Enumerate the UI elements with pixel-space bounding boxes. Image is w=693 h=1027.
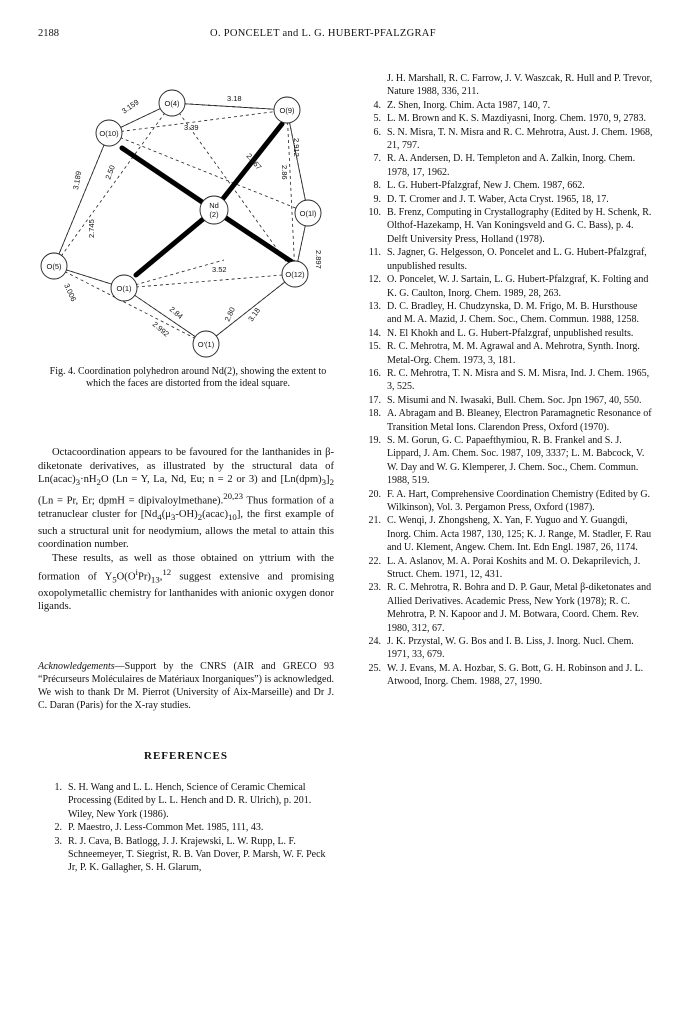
reference-item: 21. C. Wenqi, J. Zhongsheng, X. Yan, F. Yuguo and Y. Guangdi, Inorg. Chim. Acta 1987, 130, 125; K. J. Range, M. Stadler, F. Rau and U. Klement, Angew. Chem. Int. Edn Engl. 1987, 26, 1174. (368, 515, 652, 554)
distance-label: 2.745 (87, 219, 96, 238)
reference-item: 9. D. T. Cromer and J. T. Waber, Acta Cryst. 1965, 18, 17. (373, 193, 609, 205)
distance-label: 2.86 (280, 165, 289, 180)
reference-item: 15. R. C. Mehrotra, M. M. Agrawal and A. Mehrotra, Synth. Inorg. Metal-Org. Chem. 1973, 3, 181. (368, 341, 640, 366)
reference-item: 6. S. N. Misra, T. N. Misra and R. C. Mehrotra, Aust. J. Chem. 1968, 21, 797. (373, 126, 653, 152)
reference-item: 12. O. Poncelet, W. J. Sartain, L. G. Hubert-Pfalzgraf, K. Folting and K. G. Caulton, Inorg. Chem. 1989, 28, 263. (368, 274, 649, 299)
label-o1: O(1) (116, 284, 132, 293)
reference-item: 7. R. A. Andersen, D. H. Templeton and A. Zalkin, Inorg. Chem. 1978, 17, 1962. (373, 153, 636, 178)
paragraph-2: These results, as well as those obtained on yttrium with the formation of $Y_5O(O^iPr)_{13},^{12}$ suggest extensive and promising oxopolymetallic chemistry for lanthanides with anionic oxygen donor ligands. (38, 552, 334, 613)
label-nd-index: (2) (209, 210, 219, 219)
distance-label: 2.50 (103, 163, 117, 181)
reference-item: 13. D. C. Bradley, H. Chudzynska, D. M. Frigo, M. B. Hursthouse and M. A. Mazid, J. Chem. Soc., Chem. Commun. 1988, 1258. (368, 300, 639, 326)
body-text (38, 446, 334, 614)
label-o1-prime: O'(1) (197, 340, 215, 349)
distance-label: 2.912 (292, 138, 301, 157)
coordination-polyhedron-figure (24, 60, 344, 360)
reference-item: 11. S. Jagner, G. Helgesson, O. Poncelet and L. G. Hubert-Pfalzgraf, unpublished results. (368, 247, 647, 272)
distance-label: 3.18 (246, 306, 263, 324)
page-number: 2188 (38, 28, 59, 39)
label-nd: Nd (209, 201, 219, 210)
label-o11: O(1l) (299, 209, 317, 218)
label-o5: O(5) (46, 262, 62, 271)
reference-item: 20. F. A. Hart, Comprehensive Coordination Chemistry (Edited by G. Wilkinson), Vol. 3. Pergamon Press, Oxford (1987). (368, 488, 651, 513)
reference-item: 18. A. Abragam and B. Bleaney, Electron Paramagnetic Resonance of Transition Metal Ions. Clarendon Press, Oxford (1970). (368, 408, 652, 433)
paragraph-1: Octacoordination appears to be favoured for the lanthanides in β-diketonate derivatives, as illustrated by the structural data of $Ln(acac)_3\cdot nH_2O$ (Ln = Y, La, Nd, Eu; n = 2 or 3) and $[Ln(dpm)_3]_2$ (Ln = Pr, Er; dpmH = dipivaloylmethane).$^{20,23}$ Thus formation of a tetranuclear cluster for $[Nd_4(\mu_3-OH)_2(acac)_{10}]$, the first example of such a structural unit for neodymium, allows the metal to attain this coordination number. (38, 447, 334, 551)
distance-label: 3.159 (119, 97, 141, 116)
references-heading: REFERENCES (144, 750, 228, 762)
distance-label: 2.80 (222, 305, 237, 323)
reference-item: 2. P. Maestro, J. Less-Common Met. 1985, 111, 43. (54, 822, 264, 834)
references-left-column (38, 781, 334, 875)
distance-label: 3.52 (212, 265, 227, 274)
reference-item: 10. B. Frenz, Computing in Crystallography (Edited by H. Schenk, R. Olthof-Hazekamp, H. Van Koningsveld and G. C. Bass), p. 4. Delft University Press, Holland (1978). (368, 207, 652, 245)
distance-label: 2.84 (167, 304, 185, 321)
running-title: O. PONCELET and L. G. HUBERT-PFALZGRAF (210, 28, 436, 39)
reference-item: 16. R. C. Mehrotra, T. N. Misra and S. M. Misra, Ind. J. Chem. 1965, 3, 525. (368, 367, 650, 393)
ack-label: Acknowledgements (38, 661, 115, 672)
reference-item: 24. J. K. Przystal, W. G. Bos and I. B. Liss, J. Inorg. Nucl. Chem. 1971, 33, 679. (368, 636, 634, 661)
running-header (0, 28, 693, 44)
reference-item: 5. L. M. Brown and K. S. Mazdiyasni, Inorg. Chem. 1970, 9, 2783. (373, 113, 646, 125)
reference-item: 4. Z. Shen, Inorg. Chim. Acta 1987, 140, 7. (373, 99, 551, 111)
label-o12: O(12) (285, 270, 305, 279)
distance-label: 2.897 (314, 250, 323, 269)
reference-item: 17. S. Misumi and N. Iwasaki, Bull. Chem. Soc. Jpn 1967, 40, 550. (368, 394, 642, 406)
label-o10: O(10) (99, 129, 119, 138)
reference-item: 1. S. H. Wang and L. L. Hench, Science of Ceramic Chemical Processing (Edited by L. L. Hench and D. R. Ulrich), p. 201. Wiley, New York (1986). (54, 782, 312, 820)
label-o9: O(9) (279, 106, 295, 115)
reference-item: 23. R. C. Mehrotra, R. Bohra and D. P. Gaur, Metal β-diketonates and Allied Derivatives. Academic Press, New York (1978); R. C. Mehrotra, P. N. Kapoor and J. M. Botwara, Coord. Chem. Rev. 1980, 312, 67. (368, 582, 652, 634)
reference-item: 8. L. G. Hubert-Pfalzgraf, New J. Chem. 1987, 662. (373, 180, 585, 192)
distance-label: 3.39 (184, 123, 199, 132)
distance-label: 2.967 (244, 151, 264, 172)
distance-label: 3.18 (227, 94, 242, 103)
distance-label: 3.189 (71, 170, 84, 191)
label-o4: O(4) (164, 99, 180, 108)
acknowledgements (38, 660, 334, 712)
distance-label: 2.992 (150, 319, 171, 339)
reference-item: 14. N. El Khokh and L. G. Hubert-Pfalzgraf, unpublished results. (368, 327, 634, 339)
reference-item: 25. W. J. Evans, M. A. Hozbar, S. G. Bott, G. H. Robinson and J. L. Atwood, Inorg. Chem. 1988, 27, 1990. (368, 662, 644, 688)
ack-text: —Support by the CNRS (AIR and GRECO 93 “Précurseurs Moléculaires de Matériaux Inorganiques”) is acknowledged. We wish to thank Dr M. Pierrot (University of Aix-Marseille) and Dr J. C. Daran (Paris) for the X-ray studies. (38, 661, 334, 711)
distance-label: 3.006 (62, 282, 79, 303)
reference-item: 22. L. A. Aslanov, M. A. Porai Koshits and M. O. Dekaprilevich, J. Struct. Chem. 1971, 12, 431. (368, 555, 641, 581)
reference-item: J. H. Marshall, R. C. Farrow, J. V. Waszcak, R. Hull and P. Trevor, Nature 1988, 336, 211. (387, 73, 653, 98)
figure-caption: Fig. 4. Coordination polyhedron around Nd(2), showing the extent to which the faces are distorted from the ideal square. (49, 366, 327, 389)
references-right-column (357, 72, 653, 689)
reference-item: 3. R. J. Cava, B. Batlogg, J. J. Krajewski, L. W. Rupp, L. F. Schneemeyer, T. Siegrist, R. B. Van Dover, P. Marsh, W. F. Peck Jr, P. K. Gallagher, S. H. Glarum, (54, 835, 326, 874)
reference-item: 19. S. M. Gorun, G. C. Papaefthymiou, R. B. Frankel and S. J. Lippard, J. Am. Chem. Soc. 1987, 109, 3337; L. M. Babcock, V. W. Day and W. G. Klemperer, J. Chem. Soc., Chem. Commun. 1988, 519. (368, 434, 645, 487)
